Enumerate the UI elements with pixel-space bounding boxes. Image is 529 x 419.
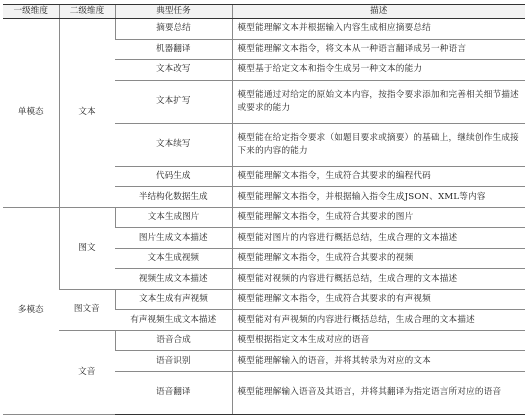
task-cell: 摘要总结 bbox=[115, 19, 232, 40]
header-level1: 一级维度 bbox=[3, 5, 59, 19]
level2-text-audio: 文音 bbox=[59, 330, 115, 414]
desc-cell: 模型能理解文本指令，将文本从一种语言翻译成另一种语言 bbox=[232, 39, 525, 60]
header-level2: 二级维度 bbox=[59, 5, 115, 19]
task-cell: 文本扩写 bbox=[115, 80, 232, 123]
desc-cell: 模型能通过对给定的原始文本内容，按指令要求添加和完善相关细节描述或要求的能力 bbox=[232, 80, 525, 123]
level2-image-text-audio: 图文音 bbox=[59, 289, 115, 330]
task-cell: 半结构化数据生成 bbox=[115, 187, 232, 208]
table-row bbox=[3, 330, 525, 351]
desc-cell: 模型能理解输入的语音，并将其转录为对应的文本 bbox=[232, 351, 525, 372]
task-cell: 视频生成文本描述 bbox=[115, 269, 232, 290]
task-cell: 语音翻译 bbox=[115, 371, 232, 414]
desc-cell: 模型能对视频的内容进行概括总结，生成合理的文本描述 bbox=[232, 269, 525, 290]
table-row bbox=[3, 19, 525, 40]
task-cell: 文本续写 bbox=[115, 123, 232, 166]
header-row bbox=[3, 5, 525, 19]
task-cell: 机器翻译 bbox=[115, 39, 232, 60]
table-row bbox=[3, 289, 525, 310]
desc-cell: 模型能在给定指令要求（如题目要求或摘要）的基础上，继续创作生成接下来的内容的能力 bbox=[232, 123, 525, 166]
desc-cell: 模型能理解文本指令，生成符合其要求的编程代码 bbox=[232, 166, 525, 187]
level1-single-modal: 单模态 bbox=[3, 19, 59, 208]
desc-cell: 模型能理解文本并根据输入内容生成相应摘要总结 bbox=[232, 19, 525, 40]
desc-cell: 模型能理解文本指令，生成符合其要求的图片 bbox=[232, 207, 525, 228]
task-table bbox=[3, 4, 525, 415]
task-cell: 文本生成视频 bbox=[115, 248, 232, 269]
desc-cell: 模型能理解文本指令，并根据输入指令生成JSON、XML等内容 bbox=[232, 187, 525, 208]
task-cell: 图片生成文本描述 bbox=[115, 228, 232, 249]
desc-cell: 模型能理解文本指令，生成符合其要求的视频 bbox=[232, 248, 525, 269]
desc-cell: 模型能理解文本指令，生成符合其要求的有声视频 bbox=[232, 289, 525, 310]
task-cell: 语音识别 bbox=[115, 351, 232, 372]
desc-cell: 模型能对有声视频的内容进行概括总结，生成合理的文本描述 bbox=[232, 310, 525, 331]
task-cell: 文本改写 bbox=[115, 60, 232, 81]
task-cell: 文本生成有声视频 bbox=[115, 289, 232, 310]
level2-image-text: 图文 bbox=[59, 207, 115, 289]
task-cell: 有声视频生成文本描述 bbox=[115, 310, 232, 331]
desc-cell: 模型能对图片的内容进行概括总结，生成合理的文本描述 bbox=[232, 228, 525, 249]
desc-cell: 模型能理解输入语音及其语言，并将其翻译为指定语言所对应的语音 bbox=[232, 371, 525, 414]
task-cell: 代码生成 bbox=[115, 166, 232, 187]
task-cell: 语音合成 bbox=[115, 330, 232, 351]
level2-text: 文本 bbox=[59, 19, 115, 208]
desc-cell: 模型根据指定文本生成对应的语音 bbox=[232, 330, 525, 351]
header-description: 描述 bbox=[232, 5, 525, 19]
task-cell: 文本生成图片 bbox=[115, 207, 232, 228]
desc-cell: 模型基于给定文本和指令生成另一种文本的能力 bbox=[232, 60, 525, 81]
header-task: 典型任务 bbox=[115, 5, 232, 19]
table-row bbox=[3, 207, 525, 228]
level1-multi-modal: 多模态 bbox=[3, 207, 59, 414]
